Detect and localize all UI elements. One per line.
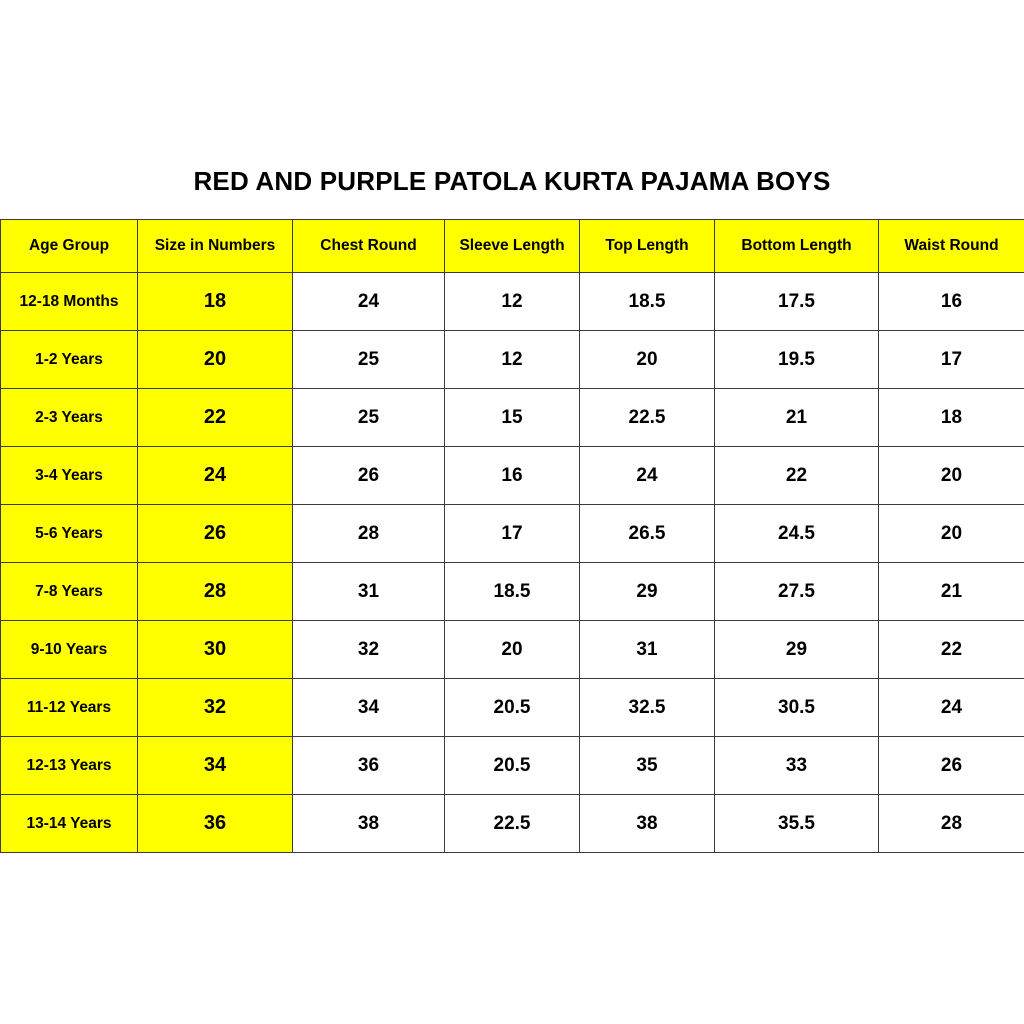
cell-age-group: 5-6 Years [1, 505, 138, 563]
cell-bottom-length: 19.5 [715, 331, 879, 389]
cell-sleeve-length: 12 [445, 331, 580, 389]
cell-chest-round: 31 [293, 563, 445, 621]
table-row [1, 679, 1024, 737]
cell-top-length: 24 [580, 447, 715, 505]
cell-waist-round: 22 [879, 621, 1024, 679]
cell-sleeve-length: 20.5 [445, 679, 580, 737]
cell-top-length: 31 [580, 621, 715, 679]
column-header-age-group: Age Group [1, 220, 138, 273]
cell-top-length: 32.5 [580, 679, 715, 737]
cell-age-group: 3-4 Years [1, 447, 138, 505]
cell-bottom-length: 30.5 [715, 679, 879, 737]
chart-title-bar [0, 145, 1024, 219]
cell-waist-round: 20 [879, 447, 1024, 505]
cell-sleeve-length: 17 [445, 505, 580, 563]
cell-size: 36 [138, 795, 293, 853]
table-row [1, 389, 1024, 447]
cell-waist-round: 17 [879, 331, 1024, 389]
cell-top-length: 22.5 [580, 389, 715, 447]
cell-bottom-length: 24.5 [715, 505, 879, 563]
cell-bottom-length: 17.5 [715, 273, 879, 331]
size-chart-sheet [0, 145, 1024, 853]
table-header-row [1, 220, 1024, 273]
table-row [1, 331, 1024, 389]
cell-waist-round: 21 [879, 563, 1024, 621]
table-row [1, 795, 1024, 853]
column-header-size-in-numbers: Size in Numbers [138, 220, 293, 273]
cell-chest-round: 32 [293, 621, 445, 679]
cell-top-length: 29 [580, 563, 715, 621]
cell-chest-round: 38 [293, 795, 445, 853]
cell-age-group: 12-18 Months [1, 273, 138, 331]
cell-age-group: 13-14 Years [1, 795, 138, 853]
cell-size: 22 [138, 389, 293, 447]
cell-chest-round: 28 [293, 505, 445, 563]
cell-bottom-length: 29 [715, 621, 879, 679]
cell-bottom-length: 33 [715, 737, 879, 795]
column-header-top-length: Top Length [580, 220, 715, 273]
cell-age-group: 9-10 Years [1, 621, 138, 679]
cell-sleeve-length: 12 [445, 273, 580, 331]
cell-sleeve-length: 15 [445, 389, 580, 447]
cell-age-group: 11-12 Years [1, 679, 138, 737]
cell-sleeve-length: 20 [445, 621, 580, 679]
cell-sleeve-length: 22.5 [445, 795, 580, 853]
cell-chest-round: 25 [293, 389, 445, 447]
cell-chest-round: 26 [293, 447, 445, 505]
cell-size: 20 [138, 331, 293, 389]
cell-waist-round: 26 [879, 737, 1024, 795]
cell-chest-round: 36 [293, 737, 445, 795]
cell-chest-round: 34 [293, 679, 445, 737]
table-row [1, 273, 1024, 331]
column-header-sleeve-length: Sleeve Length [445, 220, 580, 273]
cell-chest-round: 25 [293, 331, 445, 389]
cell-sleeve-length: 20.5 [445, 737, 580, 795]
cell-age-group: 12-13 Years [1, 737, 138, 795]
cell-top-length: 18.5 [580, 273, 715, 331]
cell-size: 18 [138, 273, 293, 331]
page-title: RED AND PURPLE PATOLA KURTA PAJAMA BOYS [193, 166, 831, 196]
cell-size: 30 [138, 621, 293, 679]
cell-waist-round: 20 [879, 505, 1024, 563]
table-row [1, 563, 1024, 621]
cell-top-length: 20 [580, 331, 715, 389]
cell-size: 32 [138, 679, 293, 737]
cell-age-group: 2-3 Years [1, 389, 138, 447]
cell-sleeve-length: 16 [445, 447, 580, 505]
cell-size: 24 [138, 447, 293, 505]
size-chart-table [0, 219, 1024, 853]
cell-waist-round: 18 [879, 389, 1024, 447]
column-header-bottom-length: Bottom Length [715, 220, 879, 273]
cell-size: 26 [138, 505, 293, 563]
table-body [1, 273, 1024, 853]
table-row [1, 447, 1024, 505]
cell-size: 34 [138, 737, 293, 795]
cell-age-group: 1-2 Years [1, 331, 138, 389]
cell-sleeve-length: 18.5 [445, 563, 580, 621]
cell-waist-round: 28 [879, 795, 1024, 853]
table-row [1, 737, 1024, 795]
column-header-waist-round: Waist Round [879, 220, 1024, 273]
cell-waist-round: 24 [879, 679, 1024, 737]
table-row [1, 621, 1024, 679]
table-row [1, 505, 1024, 563]
cell-age-group: 7-8 Years [1, 563, 138, 621]
cell-top-length: 35 [580, 737, 715, 795]
cell-bottom-length: 35.5 [715, 795, 879, 853]
cell-size: 28 [138, 563, 293, 621]
cell-chest-round: 24 [293, 273, 445, 331]
cell-bottom-length: 27.5 [715, 563, 879, 621]
cell-top-length: 38 [580, 795, 715, 853]
cell-bottom-length: 22 [715, 447, 879, 505]
cell-bottom-length: 21 [715, 389, 879, 447]
column-header-chest-round: Chest Round [293, 220, 445, 273]
cell-waist-round: 16 [879, 273, 1024, 331]
cell-top-length: 26.5 [580, 505, 715, 563]
